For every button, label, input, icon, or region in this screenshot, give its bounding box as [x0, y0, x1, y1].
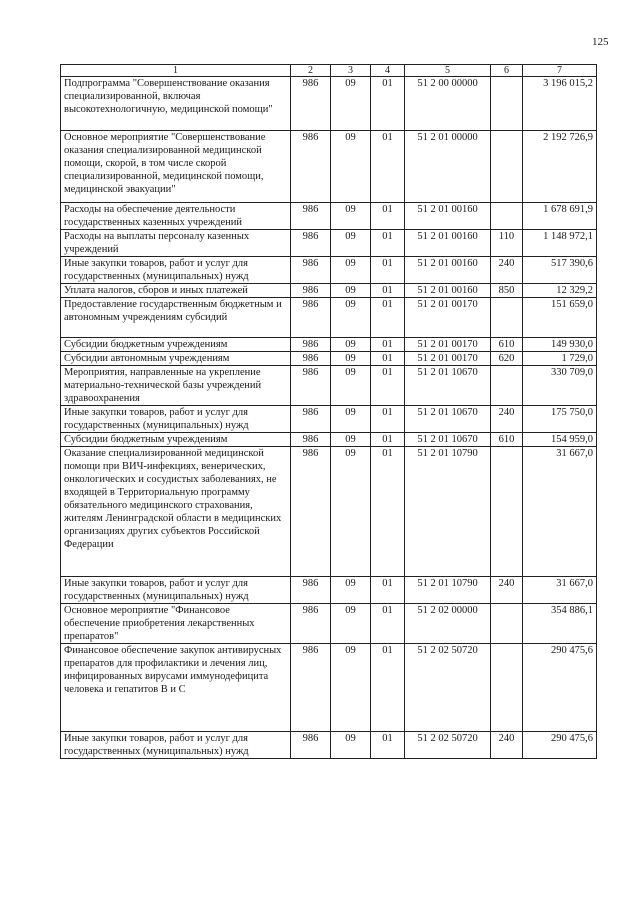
table-row [61, 338, 597, 352]
subsection-code: 01 [371, 406, 405, 433]
table-row [61, 298, 597, 338]
target-article-code: 51 2 01 00160 [405, 257, 491, 284]
ministry-code: 986 [291, 577, 331, 604]
column-header: 2 [291, 65, 331, 77]
amount-value: 3 196 015,2 [523, 77, 597, 131]
expense-type-code: 610 [491, 338, 523, 352]
subsection-code: 01 [371, 298, 405, 338]
column-header: 1 [61, 65, 291, 77]
amount-value: 290 475,6 [523, 732, 597, 759]
amount-value: 149 930,0 [523, 338, 597, 352]
expense-type-code [491, 131, 523, 203]
section-code: 09 [331, 406, 371, 433]
ministry-code: 986 [291, 433, 331, 447]
subsection-code: 01 [371, 447, 405, 577]
target-article-code: 51 2 01 10790 [405, 577, 491, 604]
target-article-code: 51 2 00 00000 [405, 77, 491, 131]
table-row [61, 447, 597, 577]
section-code: 09 [331, 732, 371, 759]
subsection-code: 01 [371, 732, 405, 759]
expense-type-code: 620 [491, 352, 523, 366]
target-article-code: 51 2 01 10790 [405, 447, 491, 577]
section-code: 09 [331, 366, 371, 406]
table-row [61, 230, 597, 257]
row-description: Расходы на выплаты персоналу казенных учреждений [61, 230, 291, 257]
section-code: 09 [331, 604, 371, 644]
subsection-code: 01 [371, 131, 405, 203]
expense-type-code: 110 [491, 230, 523, 257]
expense-type-code [491, 604, 523, 644]
table-row [61, 732, 597, 759]
expense-type-code: 240 [491, 577, 523, 604]
table-header-row [61, 65, 597, 77]
subsection-code: 01 [371, 284, 405, 298]
amount-value: 31 667,0 [523, 577, 597, 604]
amount-value: 154 959,0 [523, 433, 597, 447]
column-header: 5 [405, 65, 491, 77]
amount-value: 354 886,1 [523, 604, 597, 644]
ministry-code: 986 [291, 352, 331, 366]
table-row [61, 257, 597, 284]
ministry-code: 986 [291, 447, 331, 577]
section-code: 09 [331, 203, 371, 230]
target-article-code: 51 2 01 00170 [405, 298, 491, 338]
amount-value: 175 750,0 [523, 406, 597, 433]
expense-type-code: 240 [491, 406, 523, 433]
ministry-code: 986 [291, 203, 331, 230]
amount-value: 1 678 691,9 [523, 203, 597, 230]
ministry-code: 986 [291, 77, 331, 131]
row-description: Субсидии автономным учреждениям [61, 352, 291, 366]
subsection-code: 01 [371, 77, 405, 131]
amount-value: 2 192 726,9 [523, 131, 597, 203]
target-article-code: 51 2 01 10670 [405, 406, 491, 433]
table-row [61, 203, 597, 230]
amount-value: 12 329,2 [523, 284, 597, 298]
expense-type-code [491, 644, 523, 732]
section-code: 09 [331, 433, 371, 447]
target-article-code: 51 2 02 00000 [405, 604, 491, 644]
section-code: 09 [331, 352, 371, 366]
section-code: 09 [331, 131, 371, 203]
section-code: 09 [331, 230, 371, 257]
ministry-code: 986 [291, 257, 331, 284]
row-description: Иные закупки товаров, работ и услуг для государственных (муниципальных) нужд [61, 732, 291, 759]
table-row [61, 644, 597, 732]
ministry-code: 986 [291, 131, 331, 203]
row-description: Мероприятия, направленные на укрепление материально-технической базы учреждений здравоохранения [61, 366, 291, 406]
section-code: 09 [331, 257, 371, 284]
row-description: Финансовое обеспечение закупок антивирусных препаратов для профилактики и лечения лиц, инфицированных вирусами иммунодефицита человека и гепатитов В и С [61, 644, 291, 732]
row-description: Подпрограмма "Совершенствование оказания специализированной, включая высокотехнологичную, медицинской помощи" [61, 77, 291, 131]
amount-value: 517 390,6 [523, 257, 597, 284]
expense-type-code [491, 203, 523, 230]
subsection-code: 01 [371, 433, 405, 447]
expense-type-code [491, 447, 523, 577]
table-row [61, 284, 597, 298]
column-header: 3 [331, 65, 371, 77]
table-row [61, 131, 597, 203]
section-code: 09 [331, 644, 371, 732]
amount-value: 151 659,0 [523, 298, 597, 338]
ministry-code: 986 [291, 732, 331, 759]
subsection-code: 01 [371, 230, 405, 257]
table-row [61, 604, 597, 644]
amount-value: 330 709,0 [523, 366, 597, 406]
section-code: 09 [331, 284, 371, 298]
ministry-code: 986 [291, 298, 331, 338]
expense-type-code [491, 366, 523, 406]
row-description: Иные закупки товаров, работ и услуг для государственных (муниципальных) нужд [61, 406, 291, 433]
ministry-code: 986 [291, 284, 331, 298]
target-article-code: 51 2 01 00000 [405, 131, 491, 203]
subsection-code: 01 [371, 352, 405, 366]
row-description: Иные закупки товаров, работ и услуг для государственных (муниципальных) нужд [61, 257, 291, 284]
table-row [61, 366, 597, 406]
budget-table [60, 64, 597, 759]
target-article-code: 51 2 01 00160 [405, 203, 491, 230]
expense-type-code: 240 [491, 257, 523, 284]
row-description: Уплата налогов, сборов и иных платежей [61, 284, 291, 298]
target-article-code: 51 2 01 00160 [405, 284, 491, 298]
column-header: 6 [491, 65, 523, 77]
row-description: Субсидии бюджетным учреждениям [61, 433, 291, 447]
ministry-code: 986 [291, 338, 331, 352]
page-number: 125 [592, 36, 609, 48]
subsection-code: 01 [371, 604, 405, 644]
target-article-code: 51 2 01 10670 [405, 366, 491, 406]
row-description: Предоставление государственным бюджетным и автономным учреждениям субсидий [61, 298, 291, 338]
table-row [61, 433, 597, 447]
section-code: 09 [331, 77, 371, 131]
subsection-code: 01 [371, 338, 405, 352]
expense-type-code: 850 [491, 284, 523, 298]
ministry-code: 986 [291, 604, 331, 644]
section-code: 09 [331, 338, 371, 352]
ministry-code: 986 [291, 230, 331, 257]
row-description: Оказание специализированной медицинской помощи при ВИЧ-инфекциях, венерических, онкологических и сосудистых заболеваниях, не входящей в Территориальную программу обязательного медицинского страхования, жителям Ленинградской области в медицинских организациях других субъектов Российской Федерации [61, 447, 291, 577]
target-article-code: 51 2 02 50720 [405, 644, 491, 732]
amount-value: 1 729,0 [523, 352, 597, 366]
subsection-code: 01 [371, 203, 405, 230]
amount-value: 1 148 972,1 [523, 230, 597, 257]
target-article-code: 51 2 01 10670 [405, 433, 491, 447]
column-header: 7 [523, 65, 597, 77]
row-description: Иные закупки товаров, работ и услуг для государственных (муниципальных) нужд [61, 577, 291, 604]
subsection-code: 01 [371, 366, 405, 406]
section-code: 09 [331, 447, 371, 577]
expense-type-code [491, 298, 523, 338]
target-article-code: 51 2 01 00160 [405, 230, 491, 257]
amount-value: 31 667,0 [523, 447, 597, 577]
row-description: Основное мероприятие "Финансовое обеспечение приобретения лекарственных препаратов" [61, 604, 291, 644]
section-code: 09 [331, 577, 371, 604]
target-article-code: 51 2 02 50720 [405, 732, 491, 759]
table-row [61, 577, 597, 604]
target-article-code: 51 2 01 00170 [405, 352, 491, 366]
expense-type-code: 610 [491, 433, 523, 447]
table-row [61, 406, 597, 433]
expense-type-code: 240 [491, 732, 523, 759]
subsection-code: 01 [371, 577, 405, 604]
ministry-code: 986 [291, 644, 331, 732]
subsection-code: 01 [371, 644, 405, 732]
section-code: 09 [331, 298, 371, 338]
row-description: Расходы на обеспечение деятельности государственных казенных учреждений [61, 203, 291, 230]
column-header: 4 [371, 65, 405, 77]
expense-type-code [491, 77, 523, 131]
target-article-code: 51 2 01 00170 [405, 338, 491, 352]
row-description: Субсидии бюджетным учреждениям [61, 338, 291, 352]
table-row [61, 352, 597, 366]
table-row [61, 77, 597, 131]
ministry-code: 986 [291, 366, 331, 406]
subsection-code: 01 [371, 257, 405, 284]
ministry-code: 986 [291, 406, 331, 433]
row-description: Основное мероприятие "Совершенствование оказания специализированной медицинской помощи, скорой, в том числе скорой специализированной, медицинской помощи, медицинской эвакуации" [61, 131, 291, 203]
amount-value: 290 475,6 [523, 644, 597, 732]
